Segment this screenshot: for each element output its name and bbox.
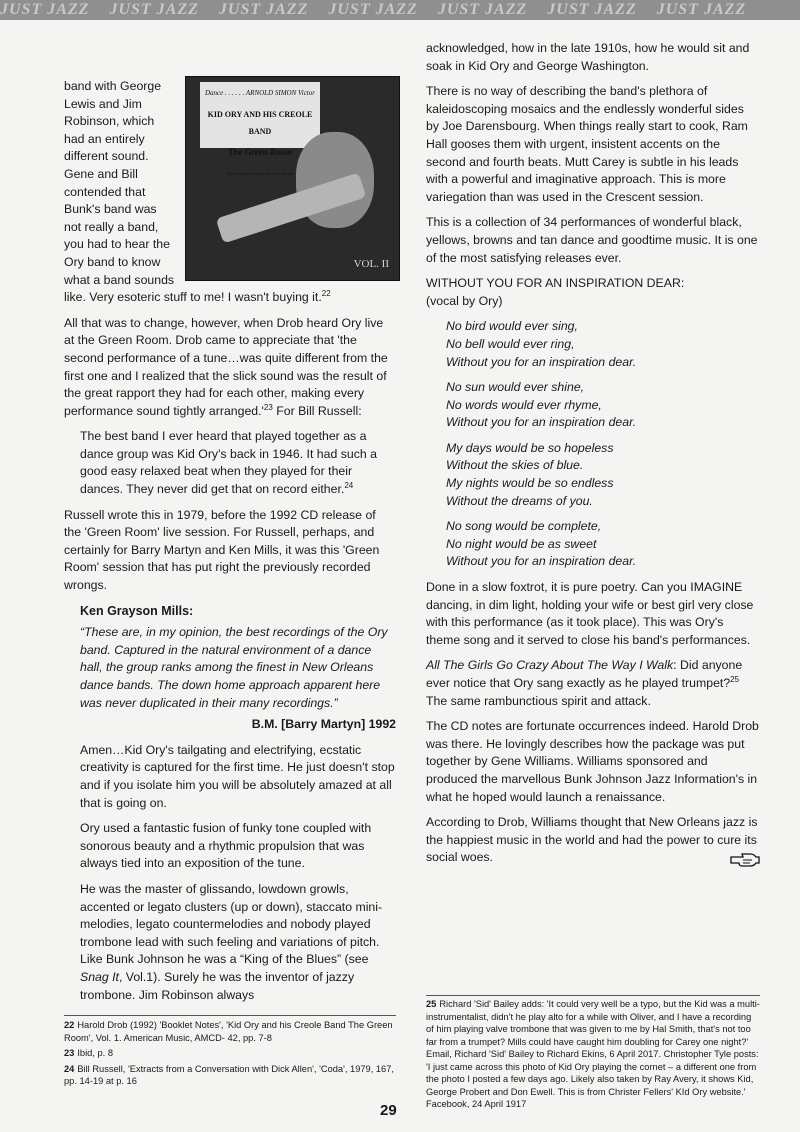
text: He was the master of glissando, lowdown growls, accented or legato clusters (up or down), staccato mini-melodies, legato countermelodies and nobody played trombone lead with such feeling and variations of pitch. Like Bunk Johnson he was a “King of the Blues” (see: [80, 881, 383, 967]
album-cover-photo: [185, 76, 400, 281]
lyric-line: No words would ever rhyme,: [446, 397, 602, 412]
lyric-line: My nights would be so endless: [446, 476, 614, 491]
block-quote: [64, 428, 396, 498]
text: All that was to change, however, when Drob heard Ory live at the Green Room. Drob came to appreciate that 'the second performance of a tune…was quite different from the first one and I realized that the slick sound was the result of the great rapport they had for each other, making every performance sound tightly arranged.': [64, 315, 388, 418]
quote-attribution: B.M. [Barry Martyn] 1992: [251, 717, 396, 732]
lyric-verse: [426, 379, 760, 432]
lyric-line: Without you for an inspiration dear.: [446, 415, 637, 430]
right-column: [426, 41, 760, 875]
left-column: [64, 78, 396, 1012]
text: For Bill Russell:: [272, 403, 362, 418]
banner-text: JUST JAZZ: [0, 1, 90, 18]
footnote-ref: 25: [730, 674, 740, 684]
lyric-line: Without the skies of blue.: [446, 458, 584, 473]
paragraph: Done in a slow foxtrot, it is pure poetry. Can you IMAGINE dancing, in dim light, holding your wife or best girl very close with this performance (as it took place). This was Ory's theme song and it served to close his band's performances.: [426, 580, 754, 647]
footnote: [64, 1047, 396, 1060]
paragraph: This is a collection of 34 performances of wonderful black, yellows, browns and tan dance and goodtime music. It is one of the most satisfying releases ever.: [426, 215, 758, 265]
pointing-hand-icon: [730, 852, 760, 874]
page-number: 29: [380, 1102, 397, 1119]
banner-text: JUST JAZZ: [109, 1, 199, 18]
song-title: All The Girls Go Crazy About The Way I Walk: [426, 658, 674, 673]
lyric-line: My days would be so hopeless: [446, 440, 614, 455]
lyric-line: No sun would ever shine,: [446, 380, 585, 395]
sleeve-line: Dance . . . . . . ARNOLD SIMON Victor: [205, 89, 315, 97]
footnote-number: 22: [64, 1020, 75, 1030]
banner-text: JUST JAZZ: [656, 1, 747, 18]
lyric-line: No song would be complete,: [446, 519, 602, 534]
footnote-number: 24: [64, 1063, 75, 1074]
sleeve-title: The Green Room: [228, 146, 292, 157]
paragraph: The CD notes are fortunate occurrences indeed. Harold Drob was there. He lovingly describes how the package was put together by Gene Williams. Williams sponsored and produced the marvellous Bunk Johnson Jazz Information's in what he hoped would launch a renaissance.: [426, 719, 759, 804]
lyric-verse: [426, 518, 760, 571]
paragraph: Russell wrote this in 1979, before the 1992 CD release of the 'Green Room' live session. For Russell, perhaps, and certainly for Barry Martyn and Ken Mills, it was this 'Green Room' session that has put right the previously recorded wrongs.: [64, 507, 380, 593]
banner-text: JUST JAZZ: [328, 1, 418, 18]
banner-text: JUST JAZZ: [547, 1, 637, 18]
text: band with George Lewis and Jim Robinson, which had an entirely different sound. Gene and Bill contended that Bunk's band was not really a band, you had to hear the Ory band to know what a band sounds like. Very esoteric stuff to me! I wasn't buying it.: [64, 79, 322, 305]
paragraph: acknowledged, how in the late 1910s, how he would sit and soak in Kid Ory and George Washington.: [426, 41, 750, 73]
song-vocal-credit: (vocal by Ory): [426, 293, 503, 308]
lyric-line: Without you for an inspiration dear.: [446, 554, 637, 569]
volume-label: VOL. II: [353, 258, 389, 271]
paragraph: [426, 657, 760, 710]
footnote-text: Ibid, p. 8: [77, 1048, 114, 1058]
lyric-line: No bird would ever sing,: [446, 319, 578, 334]
footnote: [426, 998, 760, 1111]
lyric-line: Without the dreams of you.: [446, 493, 593, 508]
text: The best band I ever heard that played together as a dance group was Kid Ory's back in 1946. It had such a good easy relaxed beat when they played for their dances. They never did get that on record either.: [80, 429, 377, 497]
sleeve-band-name: KID ORY AND HIS CREOLE BAND: [207, 109, 313, 137]
footnote-number: 25: [426, 999, 437, 1009]
footnotes-left: [64, 1015, 396, 1091]
footnote-text: Bill Russell, 'Extracts from a Conversation with Dick Allen', 'Coda', 1979, 167, pp. 14-19 at p. 16: [64, 1063, 394, 1086]
paragraph: [64, 881, 396, 1004]
song-title: WITHOUT YOU FOR AN INSPIRATION DEAR:: [426, 276, 685, 291]
text: : Did anyone ever notice that Ory sang exactly as he played trumpet?: [426, 658, 743, 690]
lyric-verse: [426, 318, 760, 371]
lyric-line: No bell would ever ring,: [446, 336, 575, 351]
footnote-ref: 24: [344, 480, 354, 490]
footnotes-right: [426, 995, 760, 1111]
page: [0, 20, 800, 1132]
paragraph: [426, 814, 760, 867]
text: , Vol.1). Surely he was the inventor of jazzy trombone. Jim Robinson always: [80, 969, 355, 1002]
footnote: [64, 1019, 396, 1044]
text: According to Drob, Williams thought that New Orleans jazz is the happiest music in the world and had the power to cure its social woes.: [426, 815, 758, 865]
text: The same rambunctious spirit and attack.: [426, 693, 651, 708]
lyric-line: No night would be as sweet: [446, 536, 597, 551]
paragraph: Amen…Kid Ory's tailgating and electrifying, ecstatic creativity is captured for the first time. He just doesn't stop and if you isolate him you will be absolutely amazed at all that is going on.: [80, 742, 395, 810]
footnote: [64, 1063, 396, 1088]
footnote-number: 23: [64, 1048, 75, 1058]
banner-text: JUST JAZZ: [437, 1, 528, 18]
paragraph: Ory used a fantastic fusion of funky tone coupled with sonorous beauty and a rhythmic propulsion that was always tied into an exposition of the tune.: [80, 821, 372, 871]
song-title: Snag It: [80, 969, 119, 984]
sleeve-fineprint: Live from the Green Room, New Orleans: [226, 171, 294, 177]
paragraph: There is no way of describing the band's plethora of kaleidoscoping mosaics and the endlessly wonderful sides by Joe Darensbourg. When things really start to cook, Ram Hall gooses them with urgent, insistent accents on the second and fourth beats. Mutt Carey is subtle in his leads with a powerful and imaginative approach. This is more variegation than was used in the Crescent session.: [426, 84, 748, 204]
review-quote: “These are, in my opinion, the best recordings of the Ory band. Captured in the natural environment of a dance hall, the group ranks among the finest in New Orleans dance bands. The down home approach apparent here was never duplicated in their many recordings.”: [80, 625, 388, 710]
lyric-line: Without you for an inspiration dear.: [446, 354, 637, 369]
footnote-text: Harold Drob (1992) 'Booklet Notes', 'Kid Ory and his Creole Band The Green Room', Vol. 1. American Music, AMCD- 42, pp. 7-8: [64, 1020, 393, 1043]
footnote-text: Richard 'Sid' Bailey adds: 'It could very well be a typo, but the Kid was a multi-instrumentalist, didn't he play alto for a while with Oliver, and I have a recording of him playing valve trombone that was given to me by Hal Smith, that's not too far from a trumpet? Mills could have caught him doubling for Carey one night?' Email, Richard 'Sid' Bailey to Richard Ekins, 6 April 2017. Christopher Tyle posts: 'I just came across this photo of Kid Ory playing the cornet – a different one from the photo I posted a few days ago. Likely also taken by Ray Avery, it shows Kid, George Probert and Don Ewell. This is from Christer Fellers' KId Ory website.' Facebook, 24 April 1917: [426, 999, 760, 1109]
footnote-ref: 23: [263, 402, 273, 412]
quote-heading: Ken Grayson Mills:: [80, 603, 194, 618]
record-sleeve: [200, 82, 320, 177]
footnote-ref: 22: [321, 289, 331, 299]
header-banner: [0, 0, 800, 20]
banner-text: JUST JAZZ: [218, 1, 309, 18]
lyric-verse: [426, 440, 760, 510]
paragraph: [64, 315, 396, 421]
